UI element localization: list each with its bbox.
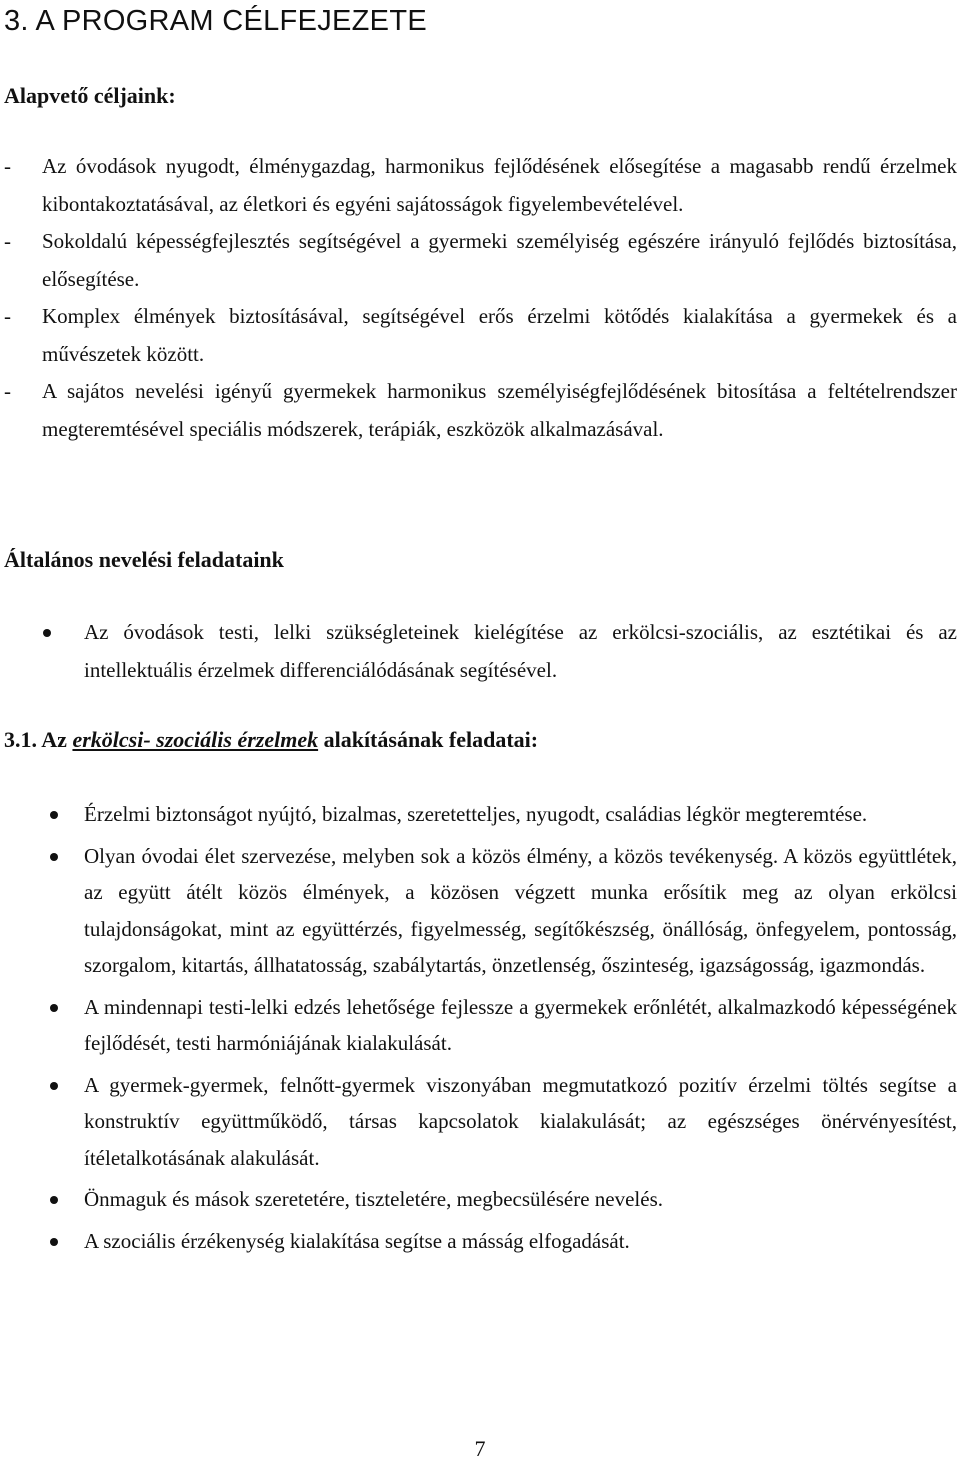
dash-marker: - [4, 379, 11, 403]
section-heading-suffix: alakításának feladatai: [323, 727, 539, 752]
page-number: 7 [474, 1436, 486, 1461]
goals-list [0, 148, 960, 448]
list-item [0, 1223, 957, 1260]
goal-text: Komplex élmények biztosításával, segítségével erős érzelmi kötődés kialakítása a gyermekek és a művészetek között. [42, 304, 957, 366]
bullet-icon [43, 629, 51, 637]
bullet-icon [50, 1004, 58, 1012]
section-number: 3.1. [4, 727, 37, 752]
goal-text: A sajátos nevelési igényű gyermekek harmonikus személyiségfejlődésének bitosítása a feltételrendszer megteremtésével speciális módszerek, terápiák, eszközök alkalmazásával. [42, 379, 957, 441]
list-item [0, 1067, 957, 1177]
dash-marker: - [4, 154, 11, 178]
moral-task-text: A szociális érzékenység kialakítása segítse a másság elfogadását. [84, 1228, 630, 1253]
moral-tasks-list [0, 796, 957, 1264]
goal-text: Az óvodások nyugodt, élménygazdag, harmonikus fejlődésének elősegítése a magasabb rendű érzelmek kibontakoztatásával, az életkori és egyéni sajátosságok figyelembevételével. [42, 154, 957, 216]
list-item [0, 989, 957, 1062]
list-item [0, 373, 960, 448]
section-heading-prefix: Az [41, 727, 67, 752]
page-title: 3. A PROGRAM CÉLFEJEZETE [4, 5, 427, 37]
list-item [0, 1181, 957, 1218]
section-heading [4, 726, 538, 754]
bullet-icon [50, 1196, 58, 1204]
dash-marker: - [4, 229, 11, 253]
moral-task-text: Önmaguk és mások szeretetére, tiszteletére, megbecsülésére nevelés. [84, 1187, 663, 1211]
goals-heading: Alapvető céljaink: [4, 83, 176, 108]
bullet-icon [50, 853, 58, 861]
general-task-text: Az óvodások testi, lelki szükségleteinek kielégítése az erkölcsi-szociális, az esztétikai és az intellektuális érzelmek differenciálódásának segítésével. [84, 620, 957, 682]
moral-task-text: A mindennapi testi-lelki edzés lehetősége fejlessze a gyermekek erőnlétét, alkalmazkodó képességének fejlődését, testi harmóniájának kialakulását. [84, 994, 957, 1055]
list-item [0, 298, 960, 373]
list-item [0, 838, 957, 984]
moral-task-text: A gyermek-gyermek, felnőtt-gyermek viszonyában megmutatkozó pozitív érzelmi töltés segítse a konstruktív együttműködő, társas kapcsolatok kialakulását; az egészséges önérvényesítést, ítéletalkotásának alakulását. [84, 1072, 957, 1170]
bullet-icon [50, 811, 58, 819]
goal-text: Sokoldalú képességfejlesztés segítségével a gyermeki személyiség egészére irányuló fejlődés biztosítása, elősegítése. [42, 229, 957, 291]
section-heading-italic: erkölcsi- szociális érzelmek [72, 727, 319, 752]
general-tasks-list [0, 614, 957, 689]
moral-task-text: Olyan óvodai élet szervezése, melyben sok a közös élmény, a közös tevékenység. A közös együttlétek, az együtt átélt közös élmények, a közösen végzett munka erősítik meg az olyan erkölcsi tulajdonságokat, mint az együttérzés, figyelmesség, segítőkészség, önállóság, önfegyelem, pontosság, szorgalom, kitartás, állhatatosság, szabálytartás, önzetlenség, őszinteség, igazságosság, igazmondás. [84, 843, 957, 977]
list-item [0, 614, 957, 689]
bullet-icon [50, 1238, 58, 1246]
bullet-icon [50, 1082, 58, 1090]
list-item [0, 223, 960, 298]
list-item [0, 148, 960, 223]
general-tasks-heading: Általános nevelési feladataink [4, 547, 284, 572]
dash-marker: - [4, 304, 11, 328]
list-item [0, 796, 957, 833]
moral-task-text: Érzelmi biztonságot nyújtó, bizalmas, szeretetteljes, nyugodt, családias légkör megteremtése. [84, 802, 868, 826]
